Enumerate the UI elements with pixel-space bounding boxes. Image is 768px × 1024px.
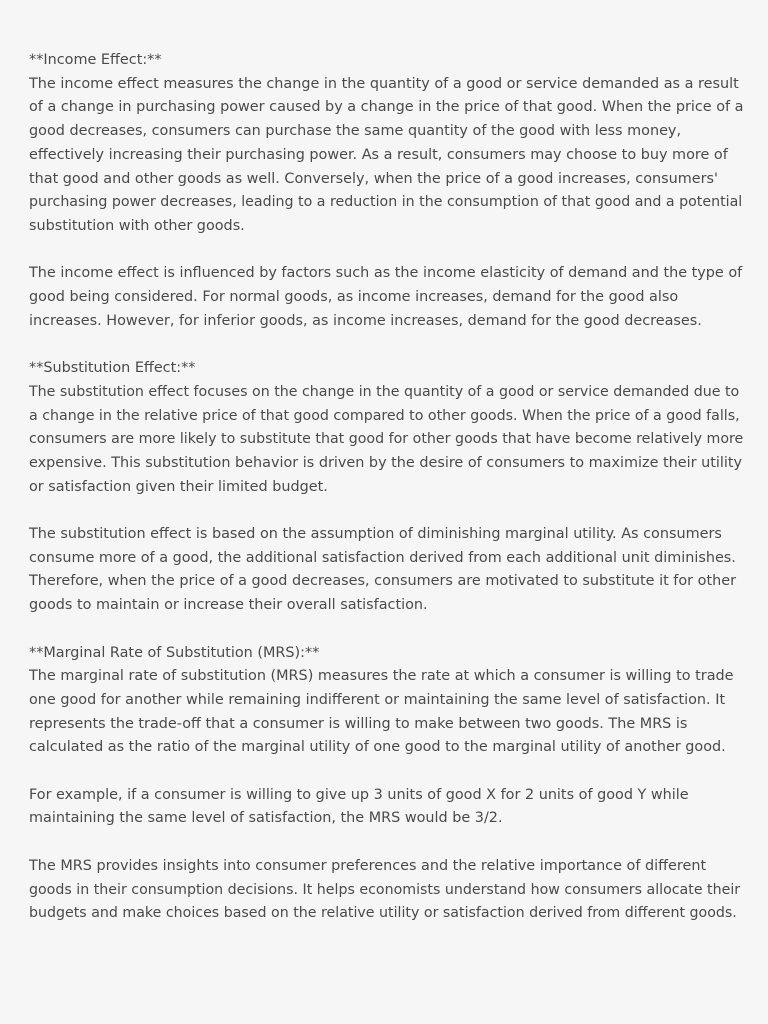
- text-line: The substitution effect focuses on the change in the quantity of a good or service demanded due to: [29, 383, 740, 400]
- heading-substitution-effect: **Substitution Effect:**: [29, 360, 196, 377]
- text-line: one good for another while remaining indifferent or maintaining the same level of satisfaction. It: [29, 691, 726, 708]
- text-line: represents the trade-off that a consumer is willing to make between two goods. The MRS is: [29, 715, 688, 732]
- text-line: expensive. This substitution behavior is driven by the desire of consumers to maximize their utility: [29, 454, 743, 471]
- text-line: Therefore, when the price of a good decreases, consumers are motivated to substitute it for other: [29, 573, 736, 590]
- paragraph-diminishing-utility: [29, 523, 745, 618]
- text-line: of a change in purchasing power caused by a change in the price of that good. When the price of a: [29, 99, 744, 116]
- text-line: budgets and make choices based on the relative utility or satisfaction derived from different goods.: [29, 905, 737, 922]
- text-line: effectively increasing their purchasing power. As a result, consumers may choose to buy more of: [29, 146, 728, 163]
- text-line: good decreases, consumers can purchase the same quantity of the good with less money,: [29, 123, 682, 140]
- paragraph-mrs: [29, 642, 745, 761]
- text-line: increases. However, for inferior goods, as income increases, demand for the good decreases.: [29, 312, 702, 329]
- text-line: maintaining the same level of satisfaction, the MRS would be 3/2.: [29, 810, 503, 827]
- text-line: For example, if a consumer is willing to give up 3 units of good X for 2 units of good Y while: [29, 786, 689, 803]
- document-body: [29, 49, 745, 950]
- paragraph-mrs-insights: [29, 855, 745, 926]
- paragraph-substitution-effect: [29, 357, 745, 499]
- text-line: The income effect measures the change in the quantity of a good or service demanded as a result: [29, 75, 739, 92]
- text-line: good being considered. For normal goods, as income increases, demand for the good also: [29, 289, 679, 306]
- paragraph-income-effect: [29, 49, 745, 239]
- text-line: consumers are more likely to substitute that good for other goods that have become relatively more: [29, 431, 744, 448]
- paragraph-mrs-example: [29, 784, 745, 831]
- text-line: goods to maintain or increase their overall satisfaction.: [29, 597, 428, 614]
- text-line: The MRS provides insights into consumer preferences and the relative importance of different: [29, 857, 707, 874]
- text-line: goods in their consumption decisions. It helps economists understand how consumers allocate their: [29, 881, 741, 898]
- text-line: substitution with other goods.: [29, 217, 245, 234]
- text-line: that good and other goods as well. Conversely, when the price of a good increases, consumers': [29, 170, 719, 187]
- text-line: or satisfaction given their limited budget.: [29, 478, 328, 495]
- heading-income-effect: **Income Effect:**: [29, 52, 162, 68]
- text-line: calculated as the ratio of the marginal utility of one good to the marginal utility of another good.: [29, 739, 726, 756]
- heading-mrs: **Marginal Rate of Substitution (MRS):**: [29, 644, 320, 661]
- text-line: The substitution effect is based on the assumption of diminishing marginal utility. As consumers: [29, 526, 722, 543]
- text-line: The marginal rate of substitution (MRS) measures the rate at which a consumer is willing to trade: [29, 668, 734, 685]
- paragraph-income-effect-factors: [29, 262, 745, 333]
- text-line: a change in the relative price of that good compared to other goods. When the price of a good falls,: [29, 407, 740, 424]
- text-line: purchasing power decreases, leading to a reduction in the consumption of that good and a potential: [29, 194, 743, 211]
- text-line: The income effect is influenced by factors such as the income elasticity of demand and the type of: [29, 265, 743, 282]
- text-line: consume more of a good, the additional satisfaction derived from each additional unit diminishes.: [29, 549, 736, 566]
